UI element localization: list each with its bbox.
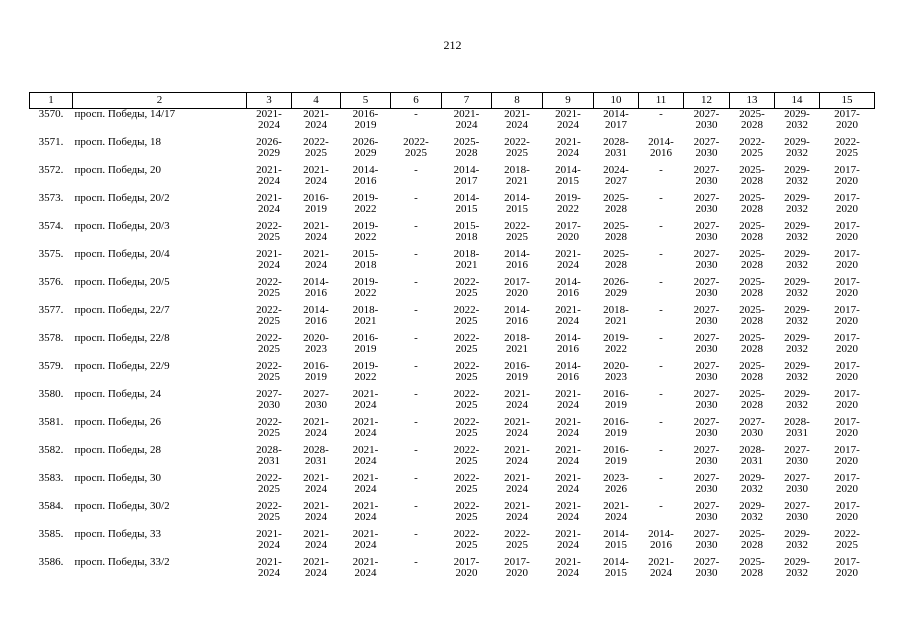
- header-cell: 10: [594, 93, 639, 109]
- period-cell: 2021- 2024: [603, 500, 629, 523]
- period-cell: 2027- 2030: [256, 388, 282, 411]
- address-cell: просп. Победы, 26: [74, 416, 162, 428]
- table-row: [30, 473, 875, 501]
- period-cell: 2021- 2024: [303, 500, 329, 523]
- period-cell: 2027- 2030: [303, 388, 329, 411]
- period-cell: -: [659, 416, 663, 428]
- period-cell: 2021- 2024: [555, 556, 581, 579]
- table-row: [30, 137, 875, 165]
- period-cell: 2029- 2032: [784, 388, 810, 411]
- table-row: [30, 221, 875, 249]
- period-cell: -: [414, 108, 418, 120]
- period-cell: 2021- 2024: [352, 556, 379, 579]
- address-cell: просп. Победы, 30/2: [74, 500, 170, 512]
- period-cell: -: [659, 108, 663, 120]
- period-cell: 2029- 2032: [739, 500, 765, 523]
- period-cell: 2028- 2031: [603, 136, 629, 159]
- period-cell: 2014- 2016: [555, 360, 581, 383]
- period-cell: 2021- 2024: [504, 416, 530, 439]
- period-cell: 2018- 2021: [352, 304, 379, 327]
- period-cell: 2021- 2024: [504, 444, 530, 467]
- period-cell: 2021- 2024: [504, 472, 530, 495]
- period-cell: 2019- 2022: [352, 192, 379, 215]
- address-cell: просп. Победы, 33/2: [74, 556, 170, 568]
- period-cell: 2027- 2030: [693, 304, 720, 327]
- period-cell: 2025- 2028: [739, 556, 765, 579]
- address-cell: просп. Победы, 22/9: [74, 360, 170, 372]
- table-row: [30, 305, 875, 333]
- period-cell: 2025- 2028: [739, 108, 765, 131]
- row-number: 3576.: [38, 276, 64, 288]
- period-cell: 2021- 2024: [303, 416, 329, 439]
- period-cell: -: [659, 500, 663, 512]
- page-number: 212: [443, 38, 462, 52]
- period-cell: -: [414, 276, 418, 288]
- header-cell: 5: [341, 93, 391, 109]
- address-cell: просп. Победы, 18: [74, 136, 162, 148]
- period-cell: 2014- 2016: [303, 276, 329, 299]
- period-cell: 2016- 2019: [603, 444, 629, 467]
- period-cell: 2014- 2015: [504, 192, 530, 215]
- period-cell: 2021- 2024: [555, 416, 581, 439]
- address-cell: просп. Победы, 22/8: [74, 332, 170, 344]
- period-cell: 2027- 2030: [784, 500, 810, 523]
- period-cell: 2028- 2031: [739, 444, 765, 467]
- period-cell: 2025- 2028: [739, 164, 765, 187]
- period-cell: 2027- 2030: [693, 108, 720, 131]
- period-cell: 2021- 2024: [555, 472, 581, 495]
- header-cell: 7: [442, 93, 492, 109]
- period-cell: 2022- 2025: [453, 332, 480, 355]
- table-row: [30, 249, 875, 277]
- period-cell: 2018- 2021: [504, 164, 530, 187]
- period-cell: 2014- 2015: [603, 556, 629, 579]
- period-cell: 2016- 2019: [352, 108, 379, 131]
- table-row: [30, 193, 875, 221]
- table-row: [30, 389, 875, 417]
- period-cell: 2021- 2024: [256, 192, 282, 215]
- period-cell: 2022- 2025: [453, 360, 480, 383]
- header-cell: 9: [543, 93, 594, 109]
- period-cell: 2021- 2024: [303, 220, 329, 243]
- period-cell: 2014- 2015: [603, 528, 629, 551]
- period-cell: -: [414, 416, 418, 428]
- period-cell: 2014- 2015: [555, 164, 581, 187]
- period-cell: 2017- 2020: [834, 388, 860, 411]
- period-cell: 2021- 2024: [303, 248, 329, 271]
- period-cell: 2021- 2024: [555, 108, 581, 131]
- period-cell: 2016- 2019: [504, 360, 530, 383]
- period-cell: 2015- 2018: [352, 248, 379, 271]
- period-cell: 2029- 2032: [784, 220, 810, 243]
- period-cell: 2022- 2025: [453, 304, 480, 327]
- period-cell: 2017- 2020: [834, 192, 860, 215]
- period-cell: 2021- 2024: [256, 556, 282, 579]
- period-cell: 2027- 2030: [693, 556, 720, 579]
- period-cell: 2029- 2032: [784, 248, 810, 271]
- row-number: 3586.: [38, 556, 64, 568]
- period-cell: 2022- 2025: [256, 360, 282, 383]
- period-cell: 2017- 2020: [834, 276, 860, 299]
- period-cell: 2014- 2015: [453, 192, 480, 215]
- period-cell: 2021- 2024: [256, 248, 282, 271]
- period-cell: 2019- 2022: [352, 220, 379, 243]
- period-cell: 2027- 2030: [693, 416, 720, 439]
- period-cell: 2025- 2028: [739, 388, 765, 411]
- period-cell: 2025- 2028: [739, 360, 765, 383]
- period-cell: 2021- 2024: [352, 472, 379, 495]
- period-cell: 2027- 2030: [693, 192, 720, 215]
- period-cell: 2021- 2024: [453, 108, 480, 131]
- period-cell: 2020- 2023: [603, 360, 629, 383]
- period-cell: 2021- 2024: [555, 136, 581, 159]
- period-cell: 2021- 2024: [555, 500, 581, 523]
- period-cell: 2021- 2024: [352, 528, 379, 551]
- period-cell: 2027- 2030: [693, 472, 720, 495]
- period-cell: 2017- 2020: [834, 108, 860, 131]
- period-cell: 2018- 2021: [603, 304, 629, 327]
- period-cell: 2021- 2024: [256, 108, 282, 131]
- period-cell: 2022- 2025: [504, 528, 530, 551]
- period-cell: 2021- 2024: [256, 164, 282, 187]
- table-row: [30, 529, 875, 557]
- period-cell: 2019- 2022: [352, 360, 379, 383]
- period-cell: 2026- 2029: [256, 136, 282, 159]
- period-cell: 2017- 2020: [453, 556, 480, 579]
- period-cell: 2025- 2028: [739, 192, 765, 215]
- period-cell: 2016- 2019: [303, 192, 329, 215]
- period-cell: 2014- 2016: [555, 332, 581, 355]
- period-cell: 2020- 2023: [303, 332, 329, 355]
- period-cell: 2018- 2021: [453, 248, 480, 271]
- table-row: [30, 417, 875, 445]
- period-cell: 2029- 2032: [784, 556, 810, 579]
- period-cell: 2027- 2030: [693, 528, 720, 551]
- period-cell: 2025- 2028: [603, 220, 629, 243]
- period-cell: 2029- 2032: [739, 472, 765, 495]
- row-number: 3581.: [38, 416, 64, 428]
- header-cell: 2: [73, 93, 247, 109]
- period-cell: 2017- 2020: [834, 416, 860, 439]
- header-cell: 13: [730, 93, 775, 109]
- address-cell: просп. Победы, 14/17: [74, 108, 176, 120]
- period-cell: 2021- 2024: [555, 528, 581, 551]
- period-cell: 2022- 2025: [256, 500, 282, 523]
- period-cell: 2022- 2025: [453, 472, 480, 495]
- period-cell: -: [659, 276, 663, 288]
- period-cell: -: [414, 360, 418, 372]
- period-cell: -: [414, 528, 418, 540]
- period-cell: 2029- 2032: [784, 332, 810, 355]
- period-cell: 2017- 2020: [504, 556, 530, 579]
- period-cell: 2022- 2025: [453, 444, 480, 467]
- address-cell: просп. Победы, 20/4: [74, 248, 170, 260]
- period-cell: 2021- 2024: [648, 556, 674, 579]
- period-cell: 2021- 2024: [504, 108, 530, 131]
- period-cell: -: [659, 472, 663, 484]
- period-cell: 2021- 2024: [352, 388, 379, 411]
- address-cell: просп. Победы, 20/2: [74, 192, 170, 204]
- period-cell: -: [659, 248, 663, 260]
- period-cell: 2016- 2019: [352, 332, 379, 355]
- period-cell: 2014- 2017: [453, 164, 480, 187]
- period-cell: 2027- 2030: [693, 500, 720, 523]
- address-cell: просп. Победы, 20/5: [74, 276, 170, 288]
- table-body: [30, 109, 875, 586]
- period-cell: 2014- 2016: [648, 136, 674, 159]
- period-cell: 2022- 2025: [739, 136, 765, 159]
- period-cell: -: [414, 304, 418, 316]
- period-cell: -: [414, 192, 418, 204]
- period-cell: -: [659, 388, 663, 400]
- period-cell: 2027- 2030: [693, 360, 720, 383]
- period-cell: 2022- 2025: [504, 220, 530, 243]
- row-number: 3575.: [38, 248, 64, 260]
- period-cell: 2029- 2032: [784, 304, 810, 327]
- period-cell: 2014- 2016: [504, 248, 530, 271]
- table-row: [30, 501, 875, 529]
- period-cell: 2016- 2019: [603, 416, 629, 439]
- period-cell: 2027- 2030: [693, 220, 720, 243]
- register-table: [29, 92, 875, 585]
- period-cell: 2021- 2024: [555, 388, 581, 411]
- period-cell: 2027- 2030: [739, 416, 765, 439]
- period-cell: 2017- 2020: [834, 500, 860, 523]
- row-number: 3571.: [38, 136, 64, 148]
- period-cell: 2029- 2032: [784, 192, 810, 215]
- address-cell: просп. Победы, 28: [74, 444, 162, 456]
- address-cell: просп. Победы, 30: [74, 472, 162, 484]
- period-cell: -: [414, 388, 418, 400]
- period-cell: 2019- 2022: [352, 276, 379, 299]
- address-cell: просп. Победы, 22/7: [74, 304, 170, 316]
- row-number: 3583.: [38, 472, 64, 484]
- period-cell: 2023- 2026: [603, 472, 629, 495]
- period-cell: 2021- 2024: [504, 388, 530, 411]
- period-cell: -: [659, 220, 663, 232]
- period-cell: 2014- 2016: [555, 276, 581, 299]
- period-cell: 2017- 2020: [834, 220, 860, 243]
- period-cell: 2025- 2028: [739, 332, 765, 355]
- period-cell: 2025- 2028: [453, 136, 480, 159]
- period-cell: 2017- 2020: [834, 472, 860, 495]
- header-cell: 11: [639, 93, 684, 109]
- period-cell: -: [659, 444, 663, 456]
- period-cell: 2021- 2024: [256, 528, 282, 551]
- period-cell: 2027- 2030: [693, 248, 720, 271]
- header-cell: 3: [247, 93, 292, 109]
- period-cell: 2027- 2030: [784, 444, 810, 467]
- period-cell: 2021- 2024: [555, 444, 581, 467]
- period-cell: 2022- 2025: [256, 220, 282, 243]
- period-cell: 2022- 2025: [453, 276, 480, 299]
- period-cell: 2022- 2025: [256, 416, 282, 439]
- row-number: 3578.: [38, 332, 64, 344]
- period-cell: -: [414, 332, 418, 344]
- period-cell: 2021- 2024: [303, 472, 329, 495]
- period-cell: 2017- 2020: [834, 556, 860, 579]
- period-cell: 2025- 2028: [739, 276, 765, 299]
- period-cell: 2028- 2031: [784, 416, 810, 439]
- period-cell: 2026- 2029: [352, 136, 379, 159]
- period-cell: 2017- 2020: [555, 220, 581, 243]
- period-cell: 2029- 2032: [784, 108, 810, 131]
- table-row: [30, 445, 875, 473]
- period-cell: -: [659, 304, 663, 316]
- period-cell: 2017- 2020: [834, 444, 860, 467]
- row-number: 3573.: [38, 192, 64, 204]
- header-cell: 14: [775, 93, 820, 109]
- period-cell: 2014- 2016: [352, 164, 379, 187]
- period-cell: -: [414, 220, 418, 232]
- period-cell: 2025- 2028: [739, 248, 765, 271]
- period-cell: 2021- 2024: [303, 556, 329, 579]
- period-cell: 2014- 2016: [504, 304, 530, 327]
- period-cell: 2022- 2025: [834, 528, 860, 551]
- period-cell: 2029- 2032: [784, 360, 810, 383]
- period-cell: 2029- 2032: [784, 528, 810, 551]
- header-cell: 6: [391, 93, 442, 109]
- period-cell: -: [659, 164, 663, 176]
- period-cell: 2017- 2020: [834, 248, 860, 271]
- period-cell: 2017- 2020: [834, 164, 860, 187]
- period-cell: 2022- 2025: [834, 136, 860, 159]
- period-cell: 2021- 2024: [504, 500, 530, 523]
- period-cell: 2014- 2016: [303, 304, 329, 327]
- period-cell: -: [414, 444, 418, 456]
- table-row: [30, 277, 875, 305]
- period-cell: 2015- 2018: [453, 220, 480, 243]
- period-cell: 2025- 2028: [739, 220, 765, 243]
- period-cell: 2022- 2025: [256, 304, 282, 327]
- period-cell: 2029- 2032: [784, 136, 810, 159]
- period-cell: 2025- 2028: [739, 304, 765, 327]
- period-cell: 2027- 2030: [693, 136, 720, 159]
- period-cell: 2029- 2032: [784, 164, 810, 187]
- period-cell: 2028- 2031: [256, 444, 282, 467]
- period-cell: 2022- 2025: [256, 472, 282, 495]
- period-cell: 2021- 2024: [352, 416, 379, 439]
- period-cell: 2022- 2025: [504, 136, 530, 159]
- period-cell: 2027- 2030: [693, 332, 720, 355]
- row-number: 3570.: [38, 108, 64, 120]
- period-cell: 2014- 2017: [603, 108, 629, 131]
- period-cell: 2017- 2020: [834, 304, 860, 327]
- row-number: 3579.: [38, 360, 64, 372]
- period-cell: 2025- 2028: [603, 192, 629, 215]
- address-cell: просп. Победы, 33: [74, 528, 162, 540]
- period-cell: 2021- 2024: [352, 444, 379, 467]
- row-number: 3582.: [38, 444, 64, 456]
- header-cell: 4: [292, 93, 341, 109]
- period-cell: 2017- 2020: [504, 276, 530, 299]
- period-cell: 2021- 2024: [352, 500, 379, 523]
- header-cell: 15: [820, 93, 875, 109]
- period-cell: 2022- 2025: [256, 276, 282, 299]
- row-number: 3584.: [38, 500, 64, 512]
- period-cell: 2027- 2030: [784, 472, 810, 495]
- period-cell: 2027- 2030: [693, 444, 720, 467]
- period-cell: 2022- 2025: [453, 528, 480, 551]
- table-row: [30, 361, 875, 389]
- period-cell: -: [414, 472, 418, 484]
- table-row: [30, 557, 875, 585]
- period-cell: 2027- 2030: [693, 164, 720, 187]
- period-cell: 2026- 2029: [603, 276, 629, 299]
- period-cell: 2024- 2027: [603, 164, 629, 187]
- period-cell: 2022- 2025: [403, 136, 429, 159]
- period-cell: 2021- 2024: [555, 304, 581, 327]
- row-number: 3577.: [38, 304, 64, 316]
- period-cell: 2022- 2025: [303, 136, 329, 159]
- period-cell: 2019- 2022: [555, 192, 581, 215]
- period-cell: 2022- 2025: [453, 388, 480, 411]
- period-cell: 2021- 2024: [303, 528, 329, 551]
- row-number: 3580.: [38, 388, 64, 400]
- period-cell: 2028- 2031: [303, 444, 329, 467]
- address-cell: просп. Победы, 20: [74, 164, 162, 176]
- period-cell: 2029- 2032: [784, 276, 810, 299]
- period-cell: 2017- 2020: [834, 360, 860, 383]
- period-cell: 2017- 2020: [834, 332, 860, 355]
- row-number: 3585.: [38, 528, 64, 540]
- row-number: 3574.: [38, 220, 64, 232]
- period-cell: -: [414, 248, 418, 260]
- period-cell: -: [659, 192, 663, 204]
- period-cell: -: [659, 360, 663, 372]
- period-cell: -: [414, 556, 418, 568]
- period-cell: 2022- 2025: [453, 416, 480, 439]
- period-cell: 2022- 2025: [256, 332, 282, 355]
- address-cell: просп. Победы, 20/3: [74, 220, 170, 232]
- header-cell: 8: [492, 93, 543, 109]
- row-number: 3572.: [38, 164, 64, 176]
- period-cell: 2016- 2019: [303, 360, 329, 383]
- table-row: [30, 109, 875, 138]
- period-cell: 2019- 2022: [603, 332, 629, 355]
- table-row: [30, 165, 875, 193]
- table-row: [30, 333, 875, 361]
- header-cell: 12: [684, 93, 730, 109]
- header-row: [30, 93, 875, 109]
- header-cell: 1: [30, 93, 73, 109]
- period-cell: 2025- 2028: [739, 528, 765, 551]
- period-cell: 2021- 2024: [555, 248, 581, 271]
- period-cell: -: [414, 500, 418, 512]
- period-cell: -: [414, 164, 418, 176]
- period-cell: 2025- 2028: [603, 248, 629, 271]
- period-cell: 2021- 2024: [303, 108, 329, 131]
- period-cell: 2022- 2025: [453, 500, 480, 523]
- address-cell: просп. Победы, 24: [74, 388, 162, 400]
- period-cell: -: [659, 332, 663, 344]
- period-cell: 2018- 2021: [504, 332, 530, 355]
- period-cell: 2021- 2024: [303, 164, 329, 187]
- period-cell: 2027- 2030: [693, 276, 720, 299]
- period-cell: 2014- 2016: [648, 528, 674, 551]
- period-cell: 2027- 2030: [693, 388, 720, 411]
- period-cell: 2016- 2019: [603, 388, 629, 411]
